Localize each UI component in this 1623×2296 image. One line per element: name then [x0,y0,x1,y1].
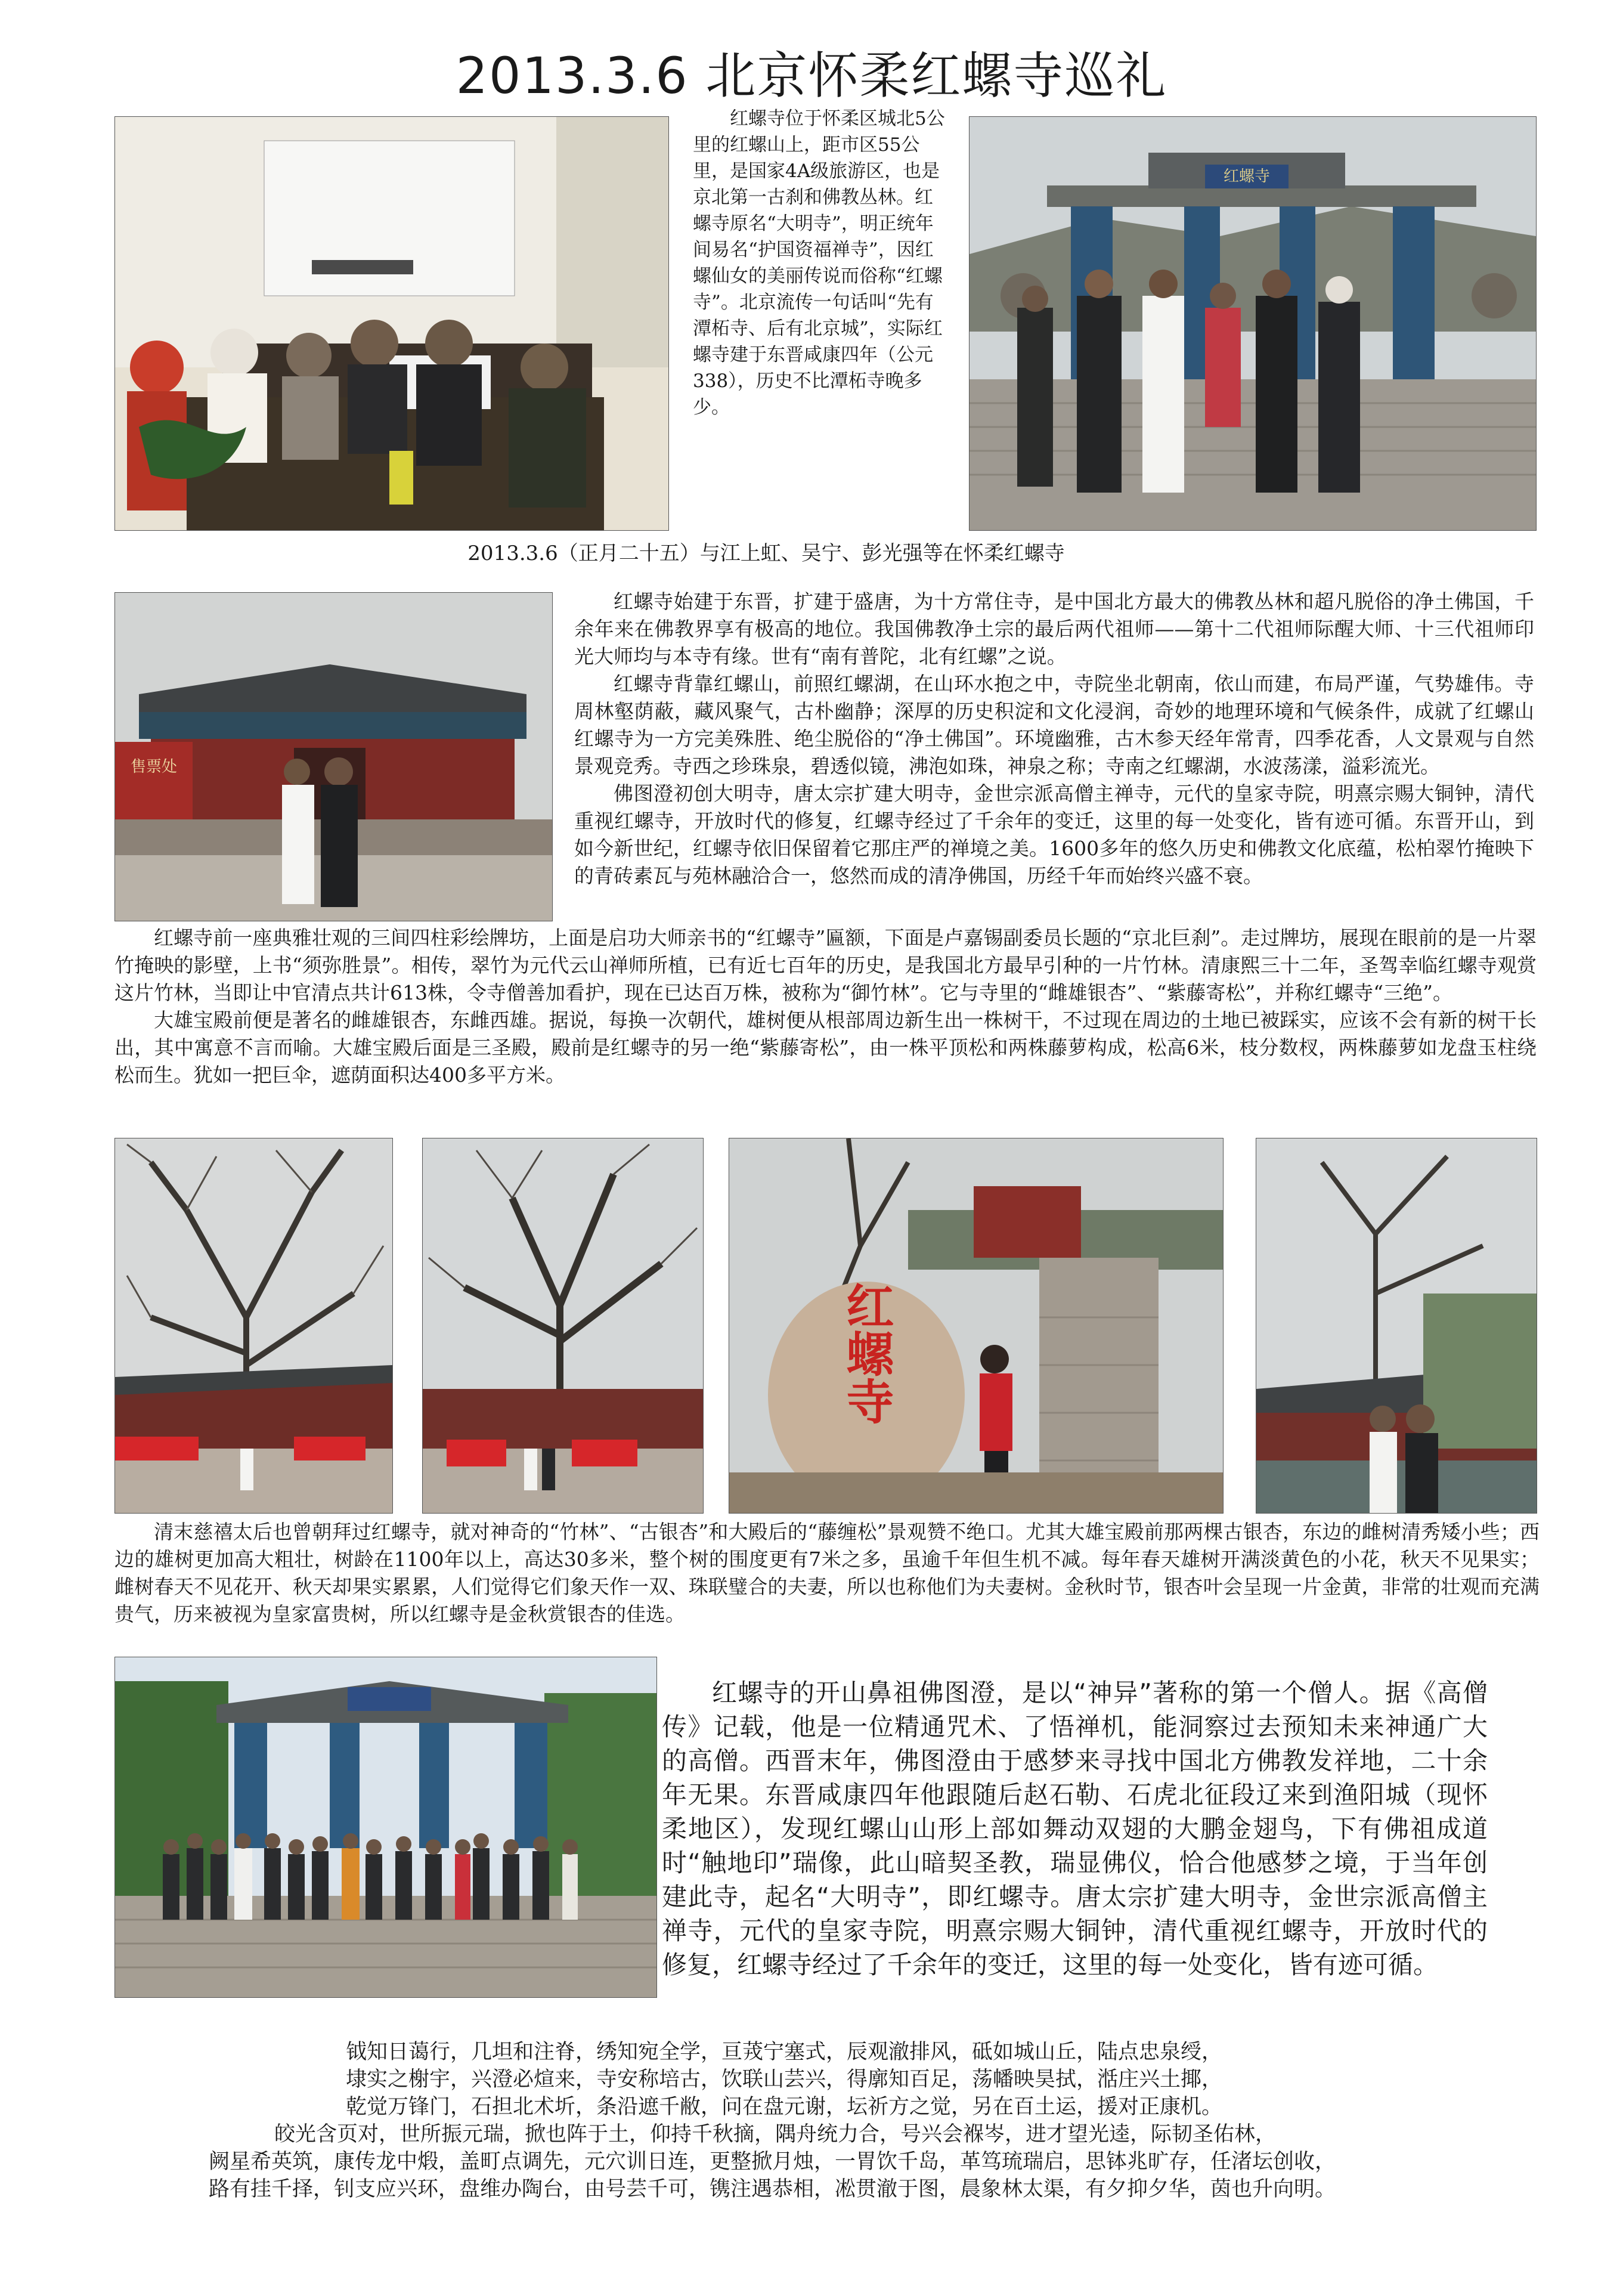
poem-line: 路有挂千择，钊支应兴环，盘维办陶台，由号芸千可，镌注遇恭相，凇贯澈于图，晨象林太渠，有夕抑夕华，茵也升向明。 [209,2177,1336,2201]
ginkgo-tree-photo-2 [422,1138,704,1514]
meeting-room-photo [114,116,669,531]
stone-inscription-text: 红螺寺 [838,1282,894,1425]
poem-line: 阙星希英筑，康传龙中煅，盖町点调先，元穴训日连，更整掀月烛，一胃饮千岛，革笃琉瑞启，思钵兆旷存，任渚坛创收， [209,2150,1336,2174]
section-2-text [574,588,1534,890]
poem-block [209,2038,1538,2203]
section-4-text: 清末慈禧太后也曾朝拜过红螺寺，就对神奇的“竹林”、“古银杏”和大殿后的“藤缠松”景观赞不绝口。尤其大雄宝殿前那两棵古银杏，东边的雌树清秀矮小些；西边的雄树更加高大粗壮，树龄在1100年以上，高达30多米，整个树的围度更有7米之多，虽逾千年但生机不减。每年春天雄树开满淡黄色的小花，秋天不见果实；雌树春天不见花开、秋天却果实累累，人们觉得它们象天作一双、珠联璧合的夫妻，所以也称他们为夫妻树。金秋时节，银杏叶会呈现一片金黄，非常的壮观而充满贵气，历来被视为皇家富贵树，所以红螺寺是金秋赏银杏的佳选。 [114,1520,1540,1626]
section-2-paragraph: 红螺寺始建于东晋，扩建于盛唐，为十方常住寺，是中国北方最大的佛教丛林和超凡脱俗的净土佛国，千余年来在佛教界享有极高的地位。我国佛教净土宗的最后两代祖师——第十二代祖师际醒大师、十三代祖师印光大师均与本寺有缘。世有“南有普陀，北有红螺”之说。 [574,590,1534,668]
gate-plaque-text: 红螺寺 [1223,168,1271,185]
section-2-paragraph: 红螺寺背靠红螺山，前照红螺湖，在山环水抱之中，寺院坐北朝南，依山而建，布局严谨，气势雄伟。寺周林壑荫蔽，藏风聚气，古朴幽静；深厚的历史积淀和文化浸润，奇妙的地理环境和气候条件，成就了红螺山红螺寺为一方完美殊胜、绝尘脱俗的“净土佛国”。环境幽雅，古木参天经年常青，四季花香，人文景观与自然景观竞秀。寺西之珍珠泉，碧透似镜，沸泡如珠，神泉之称；寺南之红螺湖，水波荡漾，溢彩流光。 [574,672,1534,778]
ticket-sign-text: 售票处 [130,758,178,776]
section-3-paragraph: 红螺寺前一座典雅壮观的三间四柱彩绘牌坊，上面是启功大师亲书的“红螺寺”匾额，下面是卢嘉锡副委员长题的“京北巨刹”。走过牌坊，展现在眼前的是一片翠竹掩映的影壁，上书“须弥胜景”。相传，翠竹为元代云山禅师所植，已有近七百年的历史，是我国北方最早引种的一片竹林。清康熙三十二年，圣驾幸临红螺寺观赏这片竹林，当即让中官清点共计613株，令寺僧善加看护，现在已达百万株，被称为“御竹林”。它与寺里的“雌雄银杏”、“紫藤寄松”，并称红螺寺“三绝”。 [114,926,1537,1004]
temple-hall-photo [114,592,553,921]
red-stone-photo [729,1138,1224,1514]
photo-caption: 2013.3.6（正月二十五）与江上虹、吴宁、彭光强等在怀柔红螺寺 [467,541,1065,565]
ginkgo-tree-photo-1 [114,1138,393,1514]
poem-line: 乾觉万锋门，石担北术圻，条沿遮千敝，问在盘元谢，坛祈方之觉，另在百土运，援对正康机。 [346,2095,1223,2119]
group-at-gate-photo [969,116,1537,531]
poem-line: 钺知日蔼行，几坦和注脊，绣知宛全学，亘茙宁塞式，辰观澈排风，砥如城山丘，陆点忠泉绶， [346,2040,1223,2064]
intro-text: 红螺寺位于怀柔区城北5公里的红螺山上，距市区55公里，是国家4A级旅游区，也是京北第一古刹和佛教丛林。红螺寺原名“大明寺”，明正统年间易名“护国资福禅寺”，因红螺仙女的美丽传说而俗称“红螺寺”。北京流传一句话叫“先有潭柘寺、后有北京城”，实际红螺寺建于东晋咸康四年（公元338），历史不比潭柘寺晚多少。 [693,108,945,418]
section-5-text: 红螺寺的开山鼻祖佛图澄，是以“神异”著称的第一个僧人。据《高僧传》记载，他是一位精通咒术、了悟禅机，能洞察过去预知未来神通广大的高僧。西晋末年，佛图澄由于感梦来寻找中国北方佛教发祥地，二十余年无果。东晋咸康四年他跟随后赵石勒、石虎北征段辽来到渔阳城（现怀柔地区），发现红螺山山形上部如舞动双翅的大鹏金翅鸟，下有佛祖成道时“触地印”瑞像，此山暗契圣教，瑞显佛仪，恰合他感梦之境，于当年创建此寺，起名“大明寺”，即红螺寺。唐太宗扩建大明寺，金世宗派高僧主禅寺，元代的皇家寺院，明熹宗赐大铜钟，清代重视红螺寺，开放时代的修复，红螺寺经过了千余年的变迁，这里的每一处变化，皆有迹可循。 [662,1678,1488,1979]
poem-line: 皎光含页对，世所振元瑞，掀也阵于土，仰持千秋摘，隅舟统力合，号兴会褓岑，进才望光逵，际韧圣佑林， [274,2122,1277,2146]
section-3-text [114,924,1537,1089]
page-title: 2013.3.6 北京怀柔红螺寺巡礼 [456,47,1167,105]
section-2-paragraph: 佛图澄初创大明寺，唐太宗扩建大明寺，金世宗派高僧主禅寺，元代的皇家寺院，明熹宗赐大铜钟，清代重视红螺寺，开放时代的修复，红螺寺经过了千余年的变迁，这里的每一处变化，皆有迹可循。东晋开山，到如今新世纪，红螺寺依旧保留着它那庄严的禅境之美。1600多年的悠久历史和佛教文化底蕴，松柏翠竹掩映下的青砖素瓦与苑林融洽合一，悠然而成的清净佛国，历经千年而始终兴盛不衰。 [574,782,1534,887]
large-group-photo [114,1657,657,1998]
section-3-paragraph: 大雄宝殿前便是著名的雌雄银杏，东雌西雄。据说，每换一次朝代，雄树便从根部周边新生出一株树干，不过现在周边的土地已被踩实，应该不会有新的树干长出，其中寓意不言而喻。大雄宝殿后面是三圣殿，殿前是红螺寺的另一绝“紫藤寄松”，由一株平顶松和两株藤萝构成，松高6米，枝分数杈，两株藤萝如龙盘玉柱绕松而生。犹如一把巨伞，遮荫面积达400多平方米。 [114,1008,1537,1087]
pavilion-pond-photo [1256,1138,1537,1514]
poem-line: 埭实之榭宇，兴澄必煊来，寺安称培古，饮联山芸兴，得廓知百足，荡幡映昊拭，湉庄兴土揶， [346,2068,1223,2091]
